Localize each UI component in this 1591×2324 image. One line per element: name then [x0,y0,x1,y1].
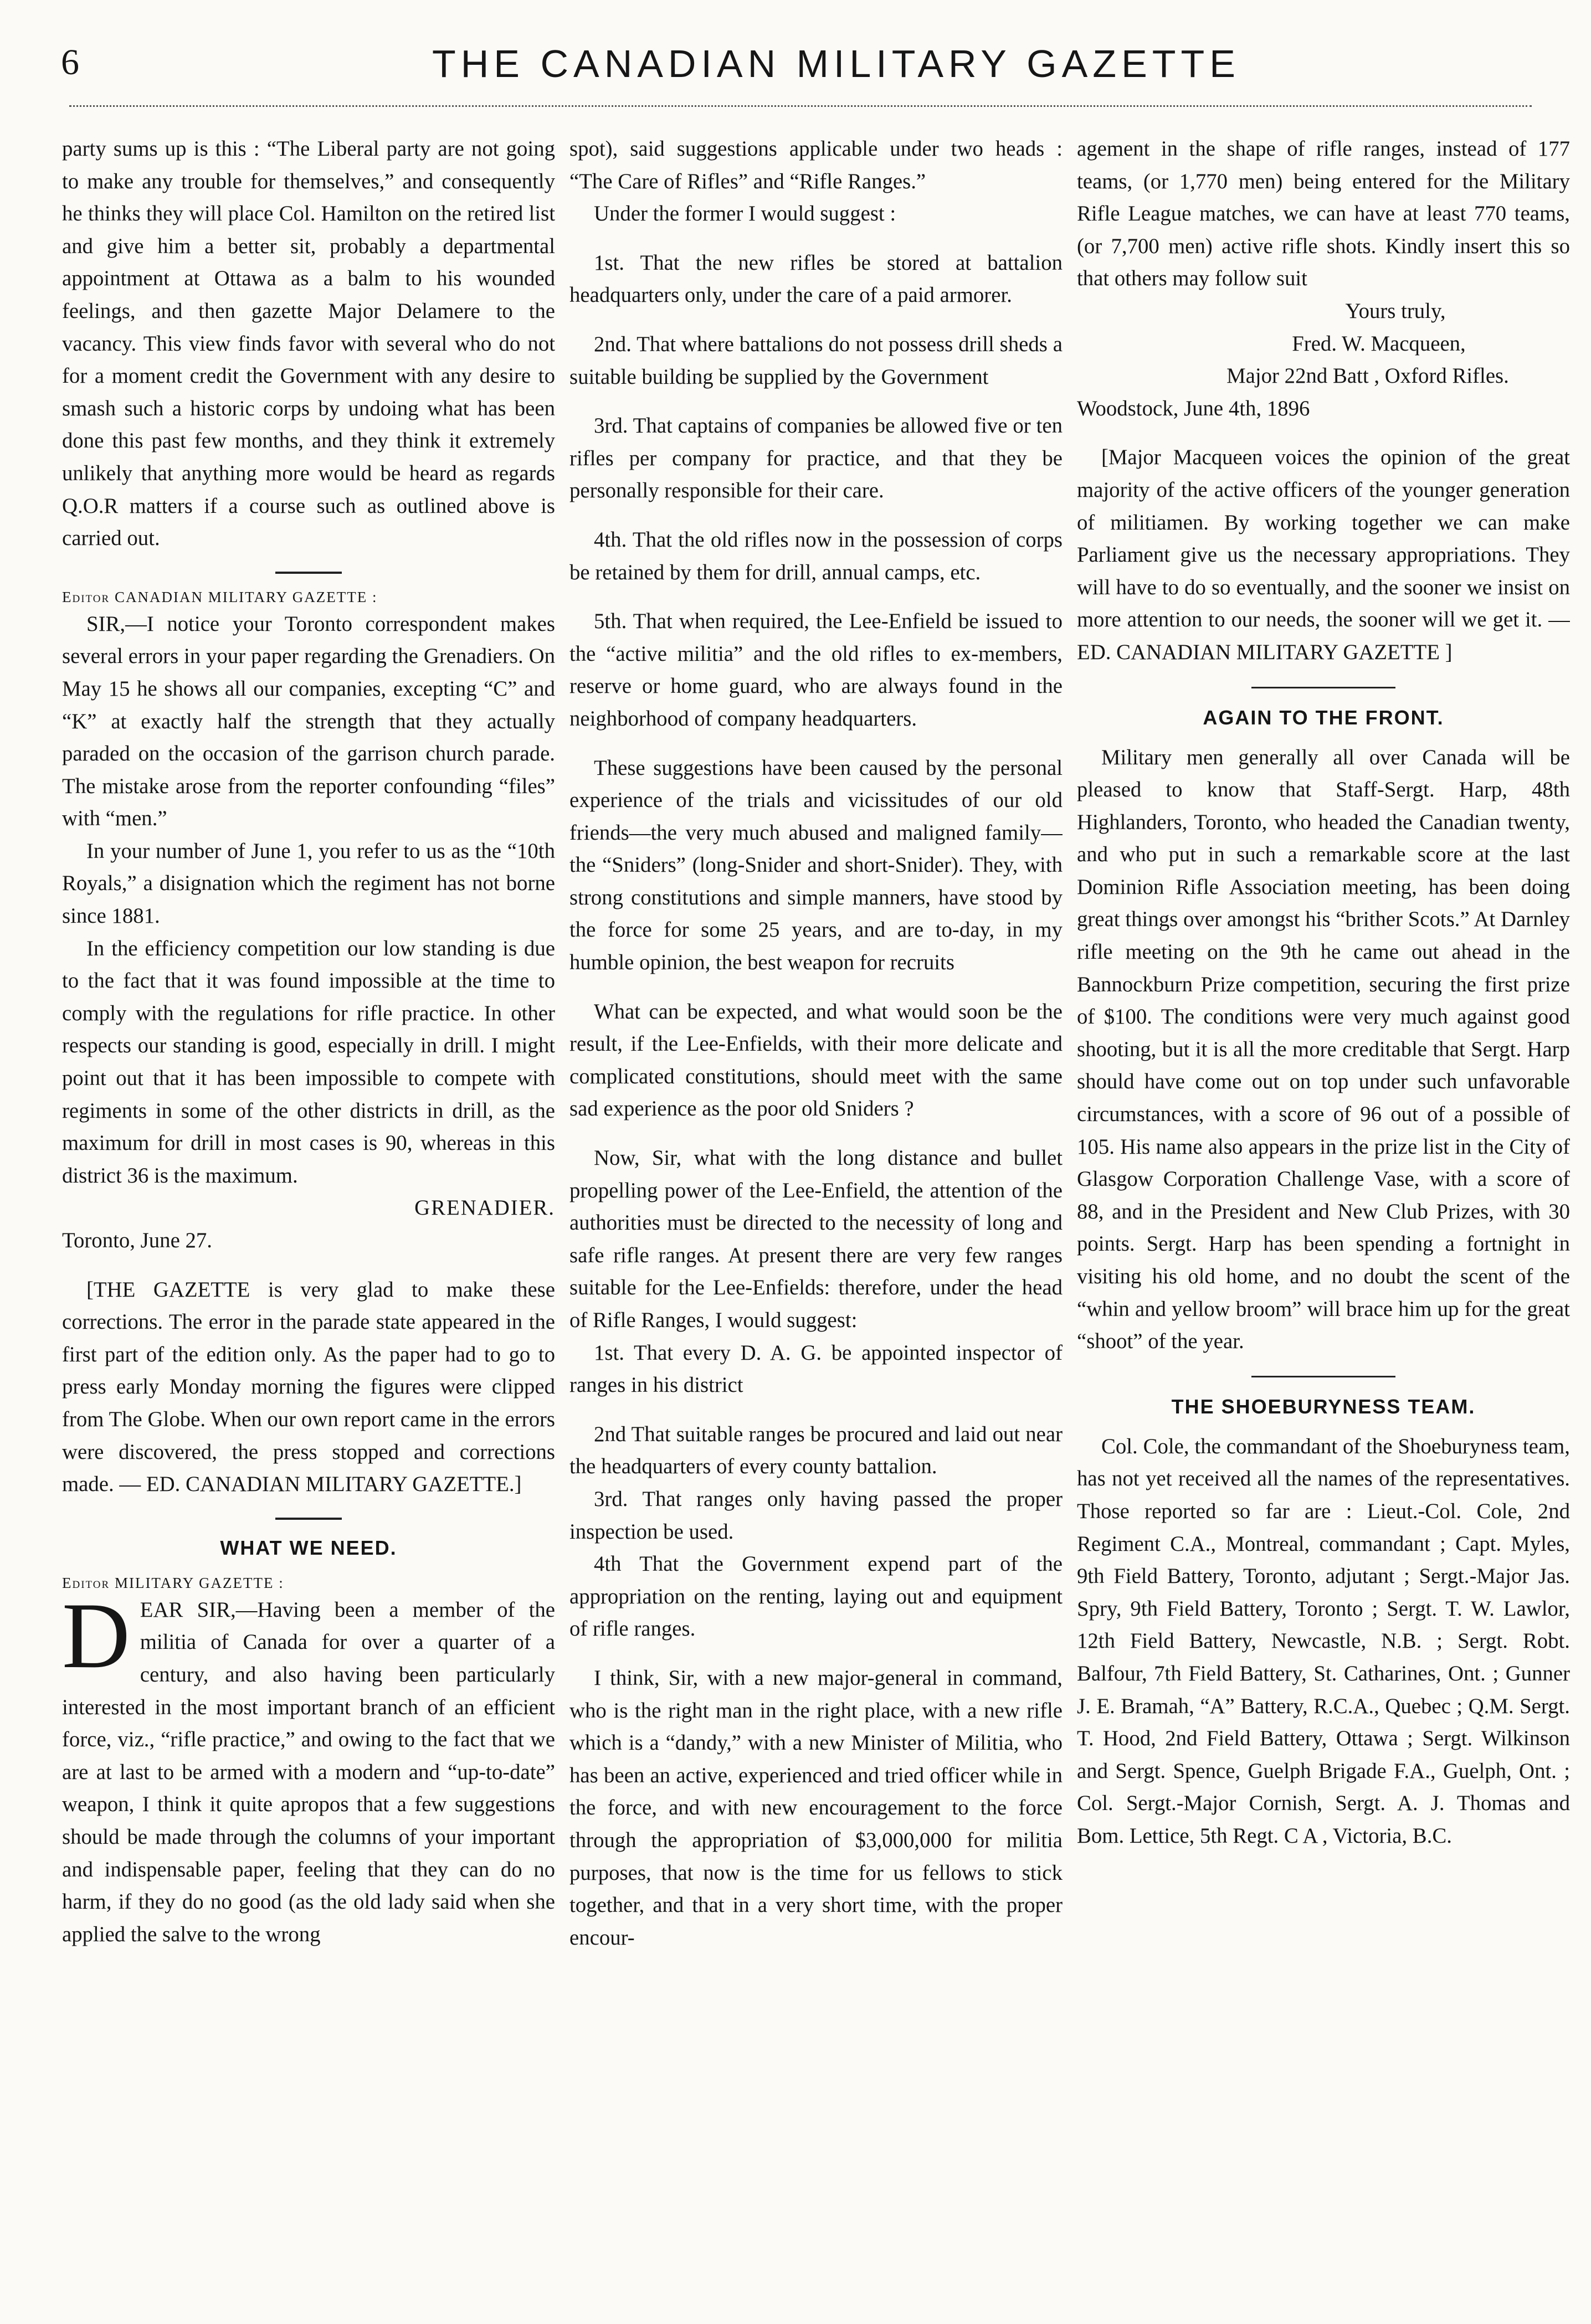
section-heading-what-we-need: WHAT WE NEED. [220,1536,397,1559]
letter-paragraph: What can be expected, and what would soon be the result, if the Lee-Enfields, with their more delicate and complicated constitutions, should meet with the same sad experience as the poor old Sniders ? [569,999,1063,1121]
letter-dateline: Toronto, June 27. [62,1228,212,1252]
suggestion-item: 1st. That every D. A. G. be appointed inspector of ranges in his district [569,1340,1063,1397]
letter-dateline: Woodstock, June 4th, 1896 [1077,396,1310,420]
letter-paragraph: These suggestions have been caused by the personal experience of the trials and vicissitudes of our old friends—the very much abused and maligned family—the “Sniders” (long-Snider and short-Snider). They, with strong constitutions and simple manners, have stood by the force for some 25 years, and are to-day, in my humble opinion, the best weapon for recruits [569,755,1063,975]
column-2 [569,133,1063,2293]
editor-note: [Major Macqueen voices the opinion of the great majority of the active officers of the younger generation of militiamen. By working together we can make Parliament give us the necessary appropriations. They will have to do so eventually, and the sooner we insist on more attention to our needs, the sooner will we get it. — ED. CANADIAN MILITARY GAZETTE ] [1077,445,1570,664]
letter-paragraph: Under the former I would suggest : [594,202,896,226]
divider [275,1518,342,1520]
column-1 [62,133,555,2293]
article-paragraph: Military men generally all over Canada will be pleased to know that Staff-Sergt. Harp, 48th Highlanders, Toronto, who headed the Canadian twenty, and who put in such a remarkable score at the last Dominion Rifle Association meeting, has been doing great things over amongst his “brither Scots.” At Darnley rifle meeting on the 9th he came out ahead in the Bannockburn Prize competition, securing the first prize of $100. The conditions were very much against good shooting, but it is all the more creditable that Sergt. Harp should have come out on top under such unfavorable circumstances, with a score of 96 out of a possible of 105. His name also appears in the prize list in the City of Glasgow Corporation Challenge Vase, with a score of 88, and in the President and New Club Prizes, with 30 points. Sergt. Harp has been spending a fortnight in visiting his old home, and no doubt the scent of the “whin and yellow broom” will brace him up for the great “shoot” of the year. [1077,745,1570,1354]
column-3 [1077,133,1570,2293]
article-paragraph: party sums up is this : “The Liberal party are not going to make any trouble for themselves,” and consequently he thinks they will place Col. Hamilton on the retired list and give him a better sit, probably a departmental appointment at Ottawa as a balm to his wounded feelings, and then gazette Major Delamere to the vacancy. This view finds favor with several who do not for a moment credit the Government with any desire to smash such a historic corps by undoing what has been done this past few months, and they think it extremely unlikely that anything more would be heard as regards Q.O.R matters if a course such as outlined above is carried out. [62,137,555,551]
letter-salutation: Editor MILITARY GAZETTE : [62,1574,284,1591]
divider [275,572,342,574]
suggestion-item: 4th That the Government expend part of the appropriation on the renting, laying out and equipment of rifle ranges. [569,1552,1063,1641]
letter-paragraph: In your number of June 1, you refer to us as the “10th Royals,” a disignation which the regiment has not borne since 1881. [62,839,555,928]
suggestion-item: 3rd. That captains of companies be allowed five or ten rifles per company for practice, and that they be personally responsible for their care. [569,414,1063,503]
letter-signature: Fred. W. Macqueen, [1292,331,1466,356]
letter-paragraph: agement in the shape of rifle ranges, instead of 177 teams, (or 1,770 men) being entered for the Military Rifle League matches, we can have at least 770 teams, (or 7,700 men) active rifle shots. Kindly insert this so that others may follow suit [1077,137,1570,291]
letter-signature: GRENADIER. [414,1196,555,1220]
letter-closing: Yours truly, [1345,299,1446,323]
drop-cap: D [62,1583,130,1688]
page-number: 6 [61,42,79,83]
suggestion-item: 3rd. That ranges only having passed the proper inspection be used. [569,1487,1063,1544]
suggestion-item: 4th. That the old rifles now in the possession of corps be retained by them for drill, annual camps, etc. [569,527,1063,584]
section-heading-again-to-the-front: AGAIN TO THE FRONT. [1203,706,1444,729]
suggestion-item: 2nd That suitable ranges be procured and laid out near the headquarters of every county battalion. [569,1422,1063,1479]
section-heading-shoeburyness-team: THE SHOEBURYNESS TEAM. [1171,1395,1476,1418]
letter-paragraph: I think, Sir, with a new major-general in command, who is the right man in the right place, with a new rifle which is a “dandy,” with a new Minister of Militia, who has been an active, experienced and tried officer while in the force, and with new encouragement to the force through the appropriation of $3,000,000 for militia purposes, that now is the time for us fellows to stick together, and that in a very short time, with the proper encour- [569,1665,1063,1950]
letter-paragraph: SIR,—I notice your Toronto correspondent makes several errors in your paper regarding the Grenadiers. On May 15 he shows all our companies, excepting “C” and “K” at exactly half the strength that they actually paraded on the occasion of the garrison church parade. The mistake arose from the reporter confounding “files” with “men.” [62,611,555,831]
divider [1251,1376,1395,1377]
masthead-title: THE CANADIAN MILITARY GAZETTE [432,42,1240,85]
letter-paragraph: In the efficiency competition our low standing is due to the fact that it was found impossible at the time to comply with the regulations for rifle practice. In other respects our standing is good, especially in drill. I might point out that it has been impossible to compete with regiments in some of the other districts in drill, as the maximum for drill in most cases is 90, whereas in this district 36 is the maximum. [62,936,555,1187]
letter-salutation: Editor CANADIAN MILITARY GAZETTE : [62,588,378,605]
article-paragraph: Col. Cole, the commandant of the Shoeburyness team, has not yet received all the names of the representatives. Those reported so far are : Lieut.-Col. Cole, 2nd Regiment C.A., Montreal, commandant ; Capt. Myles, 9th Field Battery, Toronto, adjutant ; Sergt.-Major Jas. Spry, 9th Field Battery, Toronto ; Sergt. T. W. Lawlor, 12th Field Battery, Newcastle, N.B. ; Sergt. Robt. Balfour, 7th Field Battery, St. Catharines, Ont. ; Gunner J. E. Bramah, “A” Battery, R.C.A., Quebec ; Q.M. Sergt. T. Hood, 2nd Field Battery, Ottawa ; Sergt. Wilkinson and Sergt. Spence, Guelph Brigade F.A., Guelph, Ont. ; Col. Sergt.-Major Cornish, Sergt. A. J. Thomas and Bom. Lettice, 5th Regt. C A , Victoria, B.C. [1077,1434,1570,1848]
letter-signature-rank: Major 22nd Batt , Oxford Rifles. [1226,364,1509,388]
suggestion-item: 1st. That the new rifles be stored at battalion headquarters only, under the care of a paid armorer. [569,250,1063,307]
masthead-rule [69,105,1532,107]
suggestion-item: 5th. That when required, the Lee-Enfield be issued to the “active militia” and the old rifles to ex-members, reserve or home guard, who are always found in the neighborhood of company headquarters. [569,609,1063,731]
editor-note: [THE GAZETTE is very glad to make these corrections. The error in the parade state appeared in the first part of the edition only. As the paper had to go to press early Monday morning the figures were clipped from The Globe. When our own report came in the errors were discovered, the press stopped and corrections made. — ED. CANADIAN MILITARY GAZETTE.] [62,1277,555,1497]
letter-paragraph: spot), said suggestions applicable under two heads : “The Care of Rifles” and “Rifle Ranges.” [569,137,1063,193]
suggestion-item: 2nd. That where battalions do not possess drill sheds a suitable building be supplied by the Government [569,332,1063,389]
letter-opening-paragraph [62,1583,555,1951]
letter-paragraph: Now, Sir, what with the long distance and bullet propelling power of the Lee-Enfield, the attention of the authorities must be directed to the necessity of long and safe rifle ranges. At present there are very few ranges suitable for the Lee-Enfields: therefore, under the head of Rifle Ranges, I would suggest: [569,1146,1063,1332]
letter-opening-text: EAR SIR,—Having been a member of the militia of Canada for over a quarter of a century, and also having been particularly interested in the most important branch of an efficient force, viz., “rifle practice,” and owing to the fact that we are at last to be armed with a modern and “up-to-date” weapon, I think it quite apropos that a few suggestions should be made through the columns of your important and indispensable paper, feeling that they can do no harm, if they do no good (as the old lady said when she applied the salve to the wrong [62,1597,555,1946]
divider [1251,687,1395,688]
